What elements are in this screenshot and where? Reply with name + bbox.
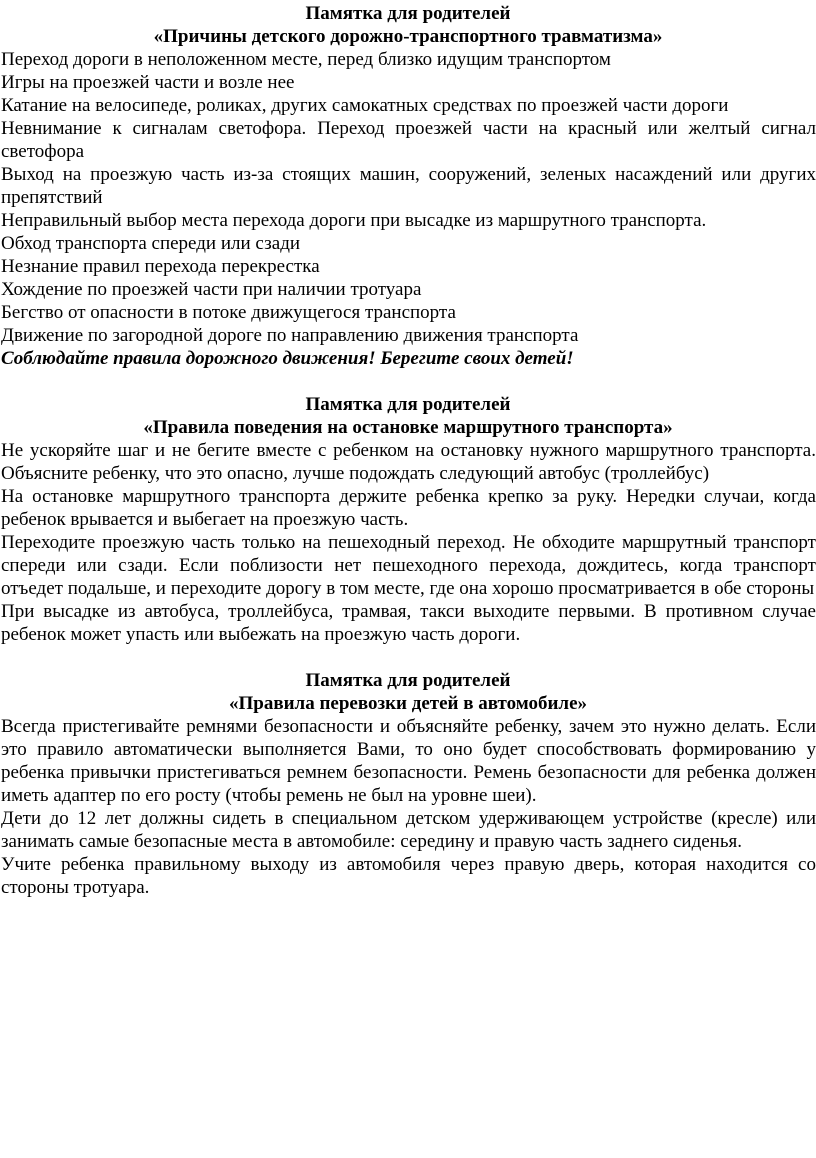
list-item: Дети до 12 лет должны сидеть в специальном детском удерживающем устройстве (кресле) или занимать самые безопасные места в автомобиле: середину и правую часть заднего сиденья. (1, 808, 816, 852)
memo-title: Памятка для родителей (305, 670, 511, 691)
list-item: Невнимание к сигналам светофора. Переход проезжей части на красный или желтый сигнал светофора (1, 118, 816, 162)
closing-appeal: Соблюдайте правила дорожного движения! Берегите своих детей! (1, 348, 574, 369)
memo-car-transport (0, 669, 816, 899)
list-item: Учите ребенка правильному выходу из автомобиля через правую дверь, которая находится со стороны тротуара. (1, 854, 816, 898)
list-item: Всегда пристегивайте ремнями безопасности и объясняйте ребенку, зачем это нужно делать. Если это правило автоматически выполняется Вами, то оно будет способствовать формированию у ребенка привычки пристегиваться ремнем безопасности. Ремень безопасности для ребенка должен иметь адаптер по его росту (чтобы ремень не был на уровне шеи). (1, 716, 816, 806)
list-item: Бегство от опасности в потоке движущегося транспорта (1, 302, 456, 323)
memo-title: Памятка для родителей (305, 394, 511, 415)
list-item: Не ускоряйте шаг и не бегите вместе с ребенком на остановку нужного маршрутного транспорта. Объясните ребенку, что это опасно, лучше подождать следующий автобус (троллейбус) (1, 440, 816, 484)
memo-causes (0, 2, 816, 370)
memo-bus-stop (0, 393, 816, 646)
list-item: Незнание правил перехода перекрестка (1, 256, 320, 277)
list-item: При высадке из автобуса, троллейбуса, трамвая, такси выходите первыми. В противном случае ребенок может упасть или выбежать на проезжую часть дороги. (1, 601, 816, 645)
list-item: Переход дороги в неположенном месте, перед близко идущим транспортом (1, 49, 611, 70)
memo-subtitle: «Правила перевозки детей в автомобиле» (228, 693, 587, 714)
list-item: Игры на проезжей части и возле нее (1, 72, 295, 93)
list-item: Катание на велосипеде, роликах, других самокатных средствах по проезжей части дороги (1, 95, 729, 116)
memo-title: Памятка для родителей (305, 3, 511, 24)
memo-subtitle: «Правила поведения на остановке маршрутного транспорта» (143, 417, 673, 438)
list-item: Обход транспорта спереди или сзади (1, 233, 301, 254)
memo-subtitle: «Причины детского дорожно-транспортного травматизма» (153, 26, 663, 47)
list-item: Выход на проезжую часть из-за стоящих машин, сооружений, зеленых насаждений или других препятствий (1, 164, 816, 208)
list-item: Переходите проезжую часть только на пешеходный переход. Не обходите маршрутный транспорт спереди или сзади. Если поблизости нет пешеходного перехода, дождитесь, когда транспорт отъедет подальше, и переходите дорогу в том месте, где она хорошо просматривается в обе стороны (1, 532, 816, 599)
list-item: На остановке маршрутного транспорта держите ребенка крепко за руку. Нередки случаи, когда ребенок врывается и выбегает на проезжую часть. (1, 486, 816, 530)
list-item: Неправильный выбор места перехода дороги при высадке из маршрутного транспорта. (1, 210, 707, 231)
list-item: Движение по загородной дороге по направлению движения транспорта (1, 325, 579, 346)
list-item: Хождение по проезжей части при наличии тротуара (1, 279, 422, 300)
